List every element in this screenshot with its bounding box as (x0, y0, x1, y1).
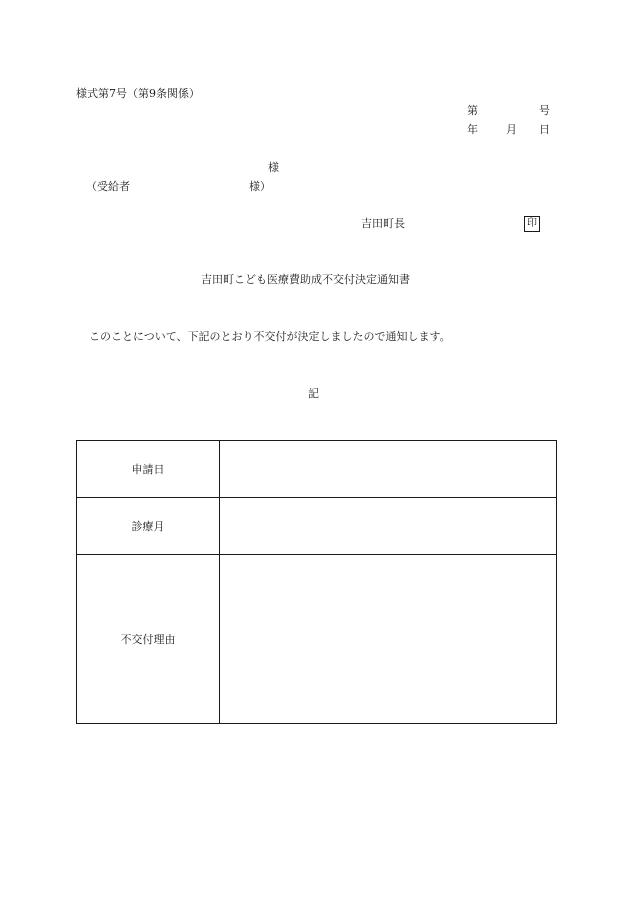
detail-table (76, 440, 557, 724)
ki-heading: 記 (308, 387, 319, 400)
application-date-value (220, 441, 557, 498)
recipient-open: （受給者 (86, 180, 130, 193)
non-grant-reason-value (220, 555, 557, 724)
issuer-name: 吉田町長 (361, 217, 405, 230)
date-year: 年 (467, 123, 478, 136)
table-row (77, 555, 557, 724)
table-row (77, 441, 557, 498)
table-row (77, 498, 557, 555)
treatment-month-value (220, 498, 557, 555)
document-title: 吉田町こども医療費助成不交付決定通知書 (201, 273, 410, 286)
recipient-close: 様） (249, 180, 271, 193)
form-number: 様式第7号（第9条関係） (76, 87, 200, 100)
application-date-label: 申請日 (77, 441, 220, 498)
non-grant-reason-label: 不交付理由 (77, 555, 220, 724)
body-text: このことについて、下記のとおり不交付が決定しましたので通知します。 (89, 330, 451, 343)
date-day: 日 (539, 123, 550, 136)
date-month: 月 (506, 123, 517, 136)
doc-number-dai: 第 (467, 104, 478, 117)
addressee-sama: 様 (268, 161, 279, 174)
seal-mark: 印 (524, 216, 540, 232)
treatment-month-label: 診療月 (77, 498, 220, 555)
doc-number-gou: 号 (539, 104, 550, 117)
